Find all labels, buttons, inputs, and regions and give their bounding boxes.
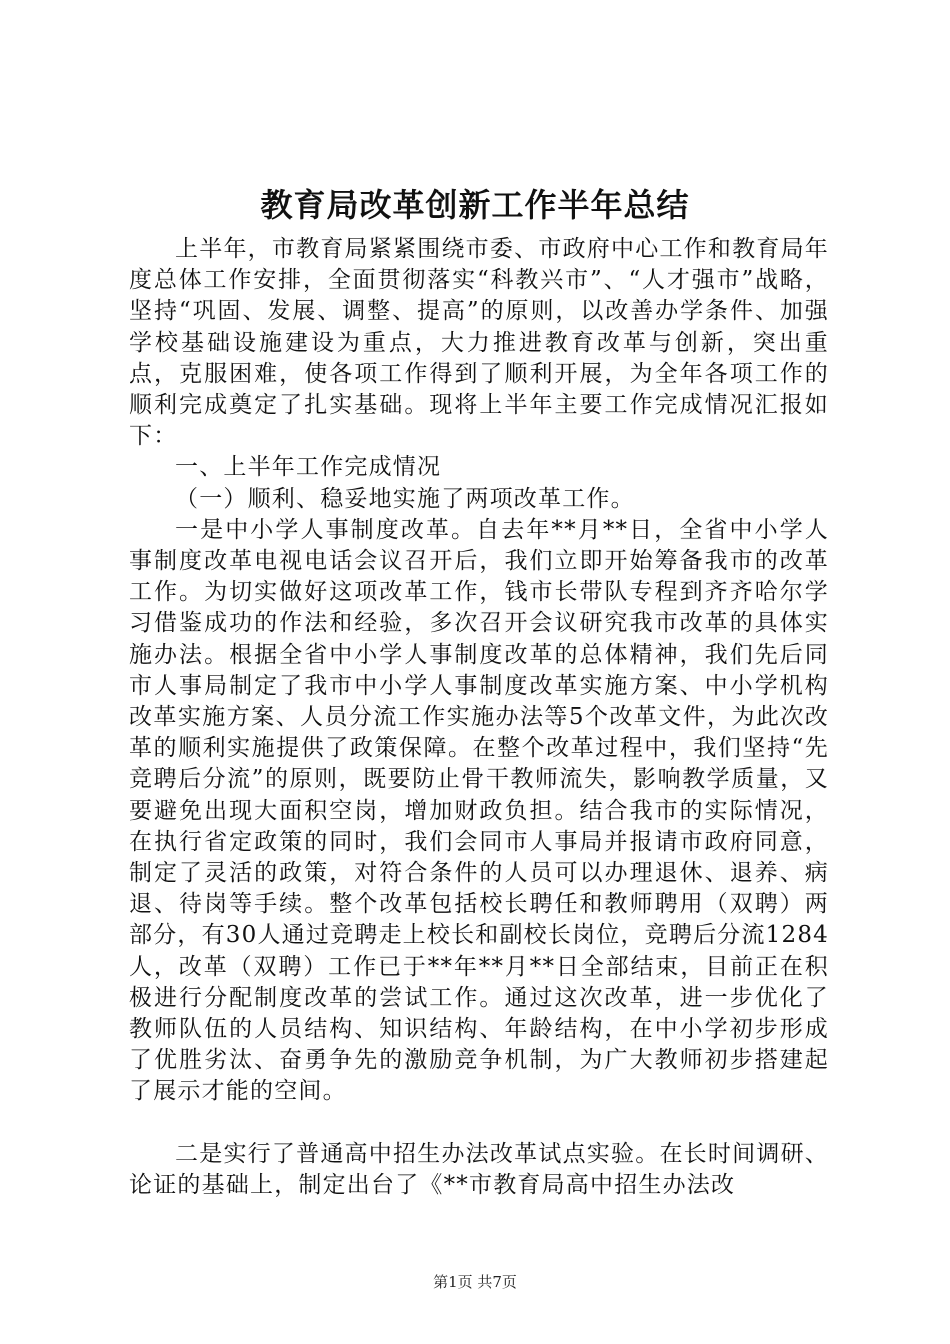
paragraph-intro: 上半年，市教育局紧紧围绕市委、市政府中心工作和教育局年度总体工作安排，全面贯彻落实“科教兴市”、“人才强市”战略，坚持“巩固、发展、调整、提高”的原则，以改善办学条件、加强学校基础设施建设为重点，大力推进教育改革与创新，突出重点，克服困难，使各项工作得到了顺利开展，为全年各项工作的顺利完成奠定了扎实基础。现将上半年主要工作完成情况汇报如下： — [129, 236, 829, 450]
paragraph-personnel-reform: 一是中小学人事制度改革。自去年**月**日，全省中小学人事制度改革电视电话会议召开后，我们立即开始筹备我市的改革工作。为切实做好这项改革工作，钱市长带队专程到齐齐哈尔学习借鉴成功的作法和经验，多次召开会议研究我市改革的具体实施办法。根据全省中小学人事制度改革的总体精神，我们先后同市人事局制定了我市中小学人事制度改革实施方案、中小学机构改革实施方案、人员分流工作实施办法等5个改革文件，为此次改革的顺利实施提供了政策保障。在整个改革过程中，我们坚持“先竞聘后分流”的原则，既要防止骨干教师流失，影响教学质量，又要避免出现大面积空岗，增加财政负担。结合我市的实际情况，在执行省定政策的同时，我们会同市人事局并报请市政府同意，制定了灵活的政策，对符合条件的人员可以办理退休、退养、病退、待岗等手续。整个改革包括校长聘任和教师聘用（双聘）两部分，有30人通过竞聘走上校长和副校长岗位，竞聘后分流1284人，改革（双聘）工作已于**年**月**日全部结束，目前正在积极进行分配制度改革的尝试工作。通过这次改革，进一步优化了教师队伍的人员结构、知识结构、年龄结构，在中小学初步形成了优胜劣汰、奋勇争先的激励竞争机制，为广大教师初步搭建起了展示才能的空间。 — [129, 516, 829, 1105]
page-number-footer: 第1页 共7页 — [433, 1273, 517, 1291]
document-title: 教育局改革创新工作半年总结 — [260, 186, 690, 224]
section-heading: 一、上半年工作完成情况 — [175, 454, 442, 481]
document-body — [129, 234, 829, 1201]
paragraph-enrollment-reform: 二是实行了普通高中招生办法改革试点实验。在长时间调研、论证的基础上，制定出台了《**市教育局高中招生办法改 — [129, 1140, 829, 1198]
subsection-heading: （一）顺利、稳妥地实施了两项改革工作。 — [175, 485, 635, 512]
